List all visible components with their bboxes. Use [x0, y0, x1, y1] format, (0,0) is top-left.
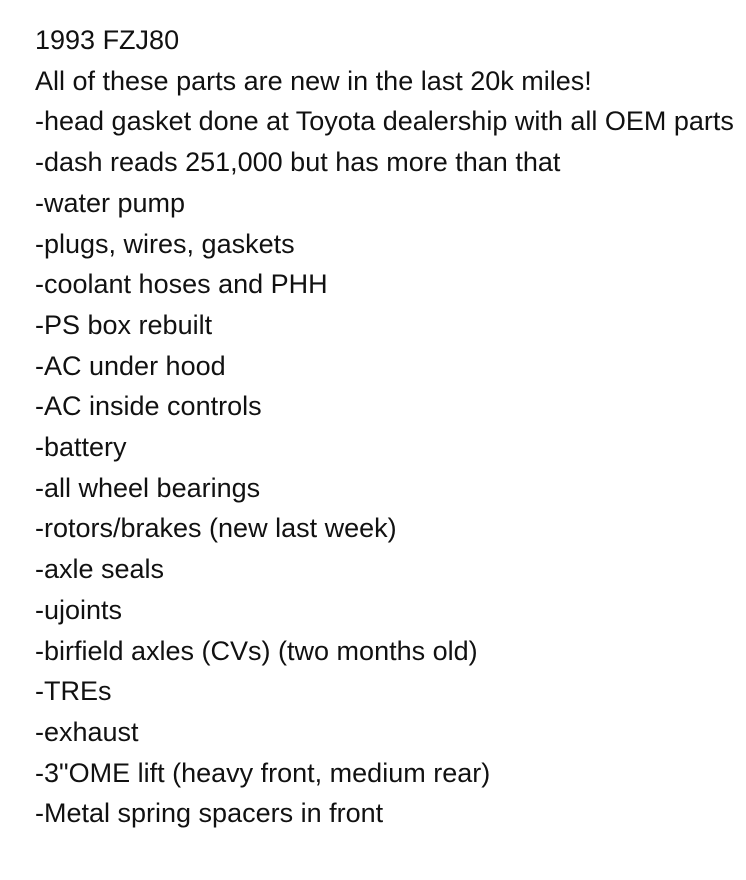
list-item: -ujoints [35, 594, 123, 625]
note-title: 1993 FZJ80 [35, 25, 180, 55]
list-item: -AC inside controls [35, 391, 262, 422]
list-item: -3"OME lift (heavy front, medium rear) [35, 757, 491, 788]
note-text-block [35, 20, 735, 834]
list-item: -exhaust [35, 716, 139, 747]
list-item: -dash reads 251,000 but has more than that [35, 147, 561, 178]
list-item: -AC under hood [35, 350, 226, 381]
list-item: -rotors/brakes (new last week) [35, 513, 397, 544]
list-item: -coolant hoses and PHH [35, 269, 328, 300]
list-item: -all wheel bearings [35, 472, 261, 503]
list-item: -head gasket done at Toyota dealership with all OEM parts [35, 106, 734, 137]
list-item: -birfield axles (CVs) (two months old) [35, 635, 478, 666]
list-item: -Metal spring spacers in front [35, 798, 384, 829]
list-item: -TREs [35, 676, 112, 707]
note-intro: All of these parts are new in the last 20k miles! [35, 65, 592, 96]
list-item: -axle seals [35, 554, 165, 585]
list-item: -PS box rebuilt [35, 309, 213, 340]
list-item: -battery [35, 432, 127, 463]
list-item: -plugs, wires, gaskets [35, 228, 295, 259]
list-item: -water pump [35, 187, 186, 218]
